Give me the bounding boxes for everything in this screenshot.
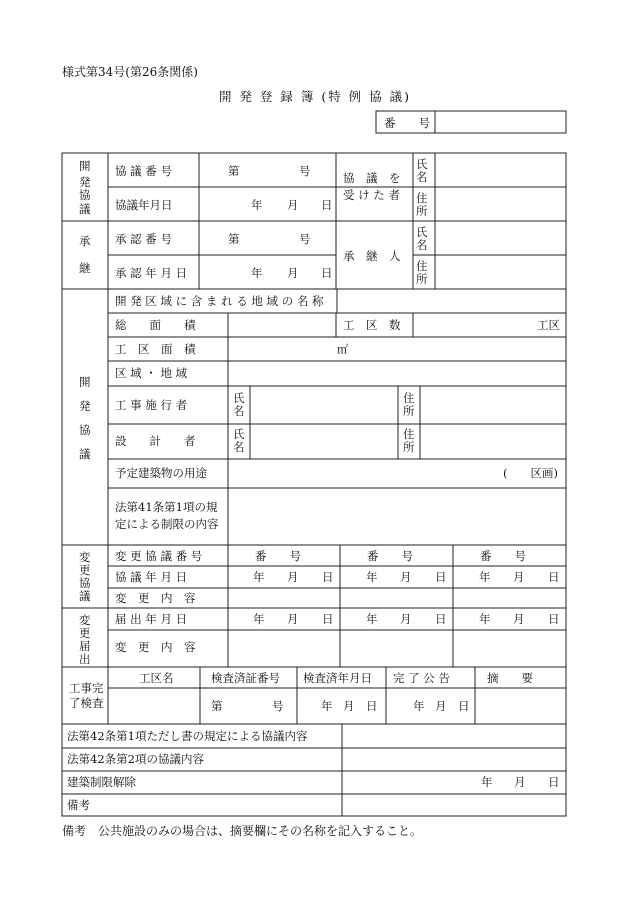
svg-text:氏: 氏 [416,225,428,239]
svg-text:月: 月 [287,612,299,626]
svg-text:名: 名 [233,440,245,454]
change-content-label: 変 更 内 容 [115,591,196,605]
svg-text:日: 日 [548,570,560,584]
art42-1-label: 法第42条第1項ただし書の規定による協議内容 [67,729,308,743]
svg-text:所: 所 [416,204,428,218]
svg-text:年: 年 [481,775,493,789]
svg-text:出: 出 [79,652,91,666]
svg-text:日: 日 [366,699,378,713]
svg-text:所: 所 [403,404,415,418]
svg-text:第: 第 [228,164,240,178]
svg-text:月: 月 [435,699,447,713]
footer-note: 備考 公共施設のみの場合は、摘要欄にその名称を記入すること。 [62,824,423,838]
kyougi-date-label: 協議年月日 [115,198,173,212]
svg-text:議: 議 [79,589,91,603]
svg-text:月: 月 [513,570,525,584]
svg-text:完 了 公 告: 完 了 公 告 [393,671,450,685]
svg-text:更: 更 [79,563,91,577]
total-area-label: 総 面 積 [115,318,196,332]
svg-text:日: 日 [321,266,333,280]
svg-text:月: 月 [513,612,525,626]
svg-text:日: 日 [435,570,447,584]
page-title: 開 発 登 録 簿 (特 例 協 議) [218,89,412,104]
svg-text:名: 名 [416,238,428,252]
svg-text:日: 日 [548,612,560,626]
svg-text:( 区画): ( 区画) [503,466,558,480]
svg-text:年: 年 [479,612,491,626]
svg-text:月: 月 [400,570,412,584]
svg-text:年: 年 [413,699,425,713]
svg-text:承: 承 [79,234,91,248]
svg-text:変: 変 [79,613,91,627]
svg-text:年: 年 [253,570,265,584]
completion-inspection-label: 工事完 [69,681,104,695]
building-use-label: 予定建築物の用途 [115,466,207,480]
svg-text:氏: 氏 [416,157,428,171]
svg-text:年: 年 [366,612,378,626]
remarks-label: 備考 [67,798,90,812]
successor-label: 承 継 人 [343,249,401,263]
svg-text:月: 月 [343,699,355,713]
section-shoukei [79,234,91,275]
svg-text:名: 名 [233,404,245,418]
svg-text:年: 年 [479,570,491,584]
section-henkou-todoke [79,613,91,666]
svg-text:第: 第 [211,699,223,713]
svg-text:所: 所 [403,440,415,454]
art42-2-label: 法第42条第2項の協議内容 [67,752,204,766]
designer-label: 設 計 者 [115,434,196,448]
kyougi-recipient-label: 協 議 を [343,171,401,185]
form-number-label: 様式第34号(第26条関係) [62,65,198,79]
contractor-label: 工 事 施 行 者 [115,398,188,412]
svg-text:月: 月 [287,266,299,280]
section-kaihatsu-kyougi [79,159,91,216]
art41-label: 法第41条第1項の規 [115,500,218,514]
svg-text:号: 号 [272,699,284,713]
svg-text:第: 第 [228,232,240,246]
svg-text:所: 所 [416,272,428,286]
area-name-label: 開 発 区 域 に 含 ま れ る 地 域 の 名 称 [115,294,324,308]
svg-text:年: 年 [321,699,333,713]
svg-text:住: 住 [416,191,428,205]
svg-text:月: 月 [287,570,299,584]
svg-text:工区名: 工区名 [139,671,174,685]
number-input[interactable] [436,112,565,132]
svg-text:開: 開 [79,375,91,389]
svg-text:日: 日 [548,775,560,789]
svg-text:住: 住 [416,259,428,273]
svg-text:議: 議 [79,447,91,461]
svg-text:変: 変 [79,550,91,564]
svg-text:住: 住 [403,391,415,405]
svg-text:氏: 氏 [233,391,245,405]
svg-text:号: 号 [299,232,311,246]
svg-text:年: 年 [366,570,378,584]
svg-text:検査済証番号: 検査済証番号 [211,671,280,685]
notification-date-label: 届 出 年 月 日 [115,612,188,626]
svg-text:検査済年月日: 検査済年月日 [303,671,372,685]
kouku-count-label: 工 区 数 [343,318,401,332]
kouku-area-label: 工 区 面 積 [115,342,196,356]
svg-text:日: 日 [458,699,470,713]
svg-text:号: 号 [299,164,311,178]
svg-text:月: 月 [287,198,299,212]
change-number-label: 変 更 協 議 番 号 [115,549,203,563]
svg-text:開: 開 [79,159,91,173]
svg-text:住: 住 [403,427,415,441]
kyougi-number-label: 協 議 番 号 [115,164,172,178]
svg-text:日: 日 [321,198,333,212]
svg-text:協: 協 [79,423,91,437]
svg-text:協: 協 [79,576,91,590]
svg-text:日: 日 [435,612,447,626]
shounin-number-label: 承 認 番 号 [115,232,172,246]
svg-text:㎡: ㎡ [337,343,348,356]
svg-text:名: 名 [416,170,428,184]
svg-text:定による制限の内容: 定による制限の内容 [115,517,219,531]
zone-label: 区 域 ・ 地 域 [115,366,188,380]
shounin-date-label: 承 認 年 月 日 [115,266,188,280]
svg-text:月: 月 [400,612,412,626]
svg-text:発: 発 [79,399,91,413]
svg-text:番 号: 番 号 [480,549,526,563]
change-date-label: 協 議 年 月 日 [115,570,188,584]
svg-text:年: 年 [253,612,265,626]
svg-text:年: 年 [251,266,263,280]
svg-text:年: 年 [251,198,263,212]
section-kaihatsu-details [79,375,91,461]
svg-text:日: 日 [322,570,334,584]
svg-text:番 号: 番 号 [367,549,413,563]
svg-text:継: 継 [79,261,91,275]
number-label: 番 号 [384,116,430,130]
notification-content-label: 変 更 内 容 [115,640,196,654]
svg-text:氏: 氏 [233,427,245,441]
svg-text:議: 議 [79,202,91,216]
svg-text:発: 発 [79,175,91,189]
section-henkou-kyougi [79,550,91,603]
svg-text:工区: 工区 [537,318,560,332]
svg-text:受 け た 者: 受 け た 者 [343,188,400,202]
svg-text:摘 要: 摘 要 [487,671,533,685]
svg-text:協: 協 [79,188,91,202]
svg-text:日: 日 [322,612,334,626]
restriction-release-label: 建築制限解除 [67,775,136,789]
svg-text:番 号: 番 号 [255,549,301,563]
svg-text:了検査: 了検査 [69,696,104,710]
svg-text:月: 月 [514,775,526,789]
svg-text:届: 届 [79,639,91,653]
svg-text:更: 更 [79,626,91,640]
